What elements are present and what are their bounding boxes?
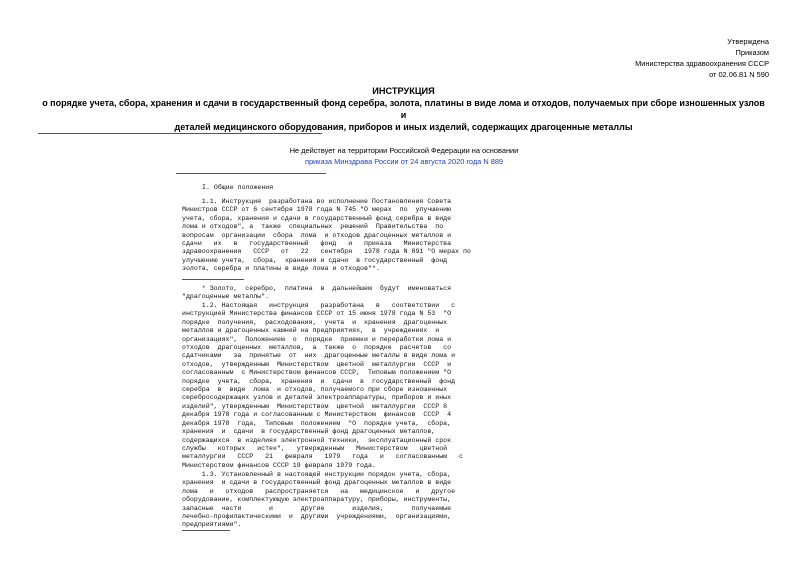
para2-line: порядке учета, сбора, хранения и сдачи в государственный фонд bbox=[182, 377, 456, 385]
para1-line: сдачи их в государственный фонд и приказа Министерства bbox=[182, 240, 452, 248]
para3-line: оборудование, комплектующую электроаппаратуру, приборы, инструменты, bbox=[182, 496, 452, 504]
para1-line: золота, серебра и платины в виде лома и отходов"*. bbox=[182, 265, 380, 273]
approval-stamp bbox=[635, 36, 769, 80]
divider-top bbox=[38, 133, 322, 134]
para2-line: согласованным с Министерством финансов СССР, Типовым положением "О bbox=[182, 369, 452, 377]
para3-line: предприятиями". bbox=[182, 521, 242, 529]
para1-line: здравоохранения СССР от 22 сентября 1978 года N 891 "О мерах по bbox=[182, 248, 471, 256]
para2-line: организациях", Положением о порядке приемки и переработки лома и bbox=[182, 335, 452, 343]
approval-line-2: Приказом bbox=[735, 48, 769, 57]
para1-line: учета, сбора, хранения и сдачи в государственный фонд серебра в виде bbox=[182, 214, 452, 222]
para1-line: вопросам организации сбора лома и отходов драгоценных металлов и bbox=[182, 231, 452, 239]
para2-line: отходов, утвержденным Министерством цветной металлургии СССР и bbox=[182, 360, 452, 368]
para2-line: серебросодержащих узлов и деталей электроаппаратуры, приборов и иных bbox=[182, 394, 452, 402]
paragraph-1-1 bbox=[182, 198, 471, 274]
para2-line: металлургии СССР 21 февраля 1979 года и согласованным с bbox=[182, 453, 463, 461]
para2-line: отходов драгоценных металлов, а также о порядке расчетов со bbox=[182, 344, 452, 352]
para2-line: порядке получения, расходования, учета и хранения драгоценных bbox=[182, 318, 448, 326]
para2-line: службы которых истек", утвержденным Министерством цветной bbox=[182, 444, 448, 452]
para3-line: запасные части и другие изделия, получаемые bbox=[182, 504, 452, 512]
validity-notice-text: Не действует на территории Российской Федерации на основании bbox=[289, 146, 519, 155]
divider-bottom bbox=[182, 530, 230, 531]
para2-line: сдатчиками за принятые от них драгоценные металлы в виде лома и bbox=[182, 352, 456, 360]
para2-line: декабря 1978 года, Типовым положением "О порядке учета, сбора, bbox=[182, 419, 452, 427]
document-subtitle-line-1: о порядке учета, сбора, хранения и сдачи в государственный фонд серебра, золота, платины в виде лома и отходов, получаемых при сборе изношенных узлов и bbox=[42, 98, 765, 120]
para2-line: декабря 1978 года и согласованным с Министерством финансов СССР 4 bbox=[182, 411, 452, 419]
section-heading: I. Общие положения bbox=[202, 184, 274, 191]
document-title-block bbox=[40, 86, 767, 133]
para2-line: инструкцией Министерства финансов СССР от 15 июня 1978 года N 53 "О bbox=[182, 310, 452, 318]
para2-line: серебра в виде лома и отходов, получаемого при сборе изношенных bbox=[182, 386, 448, 394]
footnote-divider bbox=[182, 279, 244, 280]
para3-line: лома и отходов распространяется на медицинское и другое bbox=[182, 487, 456, 495]
footnote bbox=[182, 285, 451, 302]
paragraph-1-2 bbox=[182, 302, 463, 470]
para3-line: лечебно-профилактическими и другими учреждениями, организациями, bbox=[182, 513, 452, 521]
para2-line: 1.2. Настоящая инструкция разработана в соответствии с bbox=[182, 302, 456, 309]
document-subtitle-line-2: деталей медицинского оборудования, приборов и иных изделий, содержащих драгоценные металлы bbox=[174, 122, 633, 132]
approval-line-4: от 02.06.81 N 590 bbox=[709, 70, 769, 79]
validity-notice-link[interactable]: приказа Минздрава России от 24 августа 2020 года N 889 bbox=[304, 157, 504, 166]
para3-line: 1.3. Установленный в настоящей инструкции порядок учета, сбора, bbox=[182, 471, 452, 478]
para2-line: Министерством финансов СССР 19 февраля 1979 года. bbox=[182, 461, 376, 469]
para2-line: содержащихся в изделиях электронной техники, эксплуатационный срок bbox=[182, 436, 452, 444]
para2-line: металлов и драгоценных камней на предприятиях, в учреждениях и bbox=[182, 327, 440, 335]
footnote-line: "драгоценные металлы". bbox=[182, 293, 270, 301]
footnote-line: * Золото, серебро, платина в дальнейшем будут именоваться bbox=[182, 285, 452, 292]
para3-line: хранения и сдачи в государственный фонд драгоценных металлов в виде bbox=[182, 479, 452, 487]
para2-line: изделий", утвержденным Министерством цветной металлургии СССР 8 bbox=[182, 402, 448, 410]
para1-line: улучшению учета, сбора, хранения и сдачи в государственный фонд bbox=[182, 256, 448, 264]
validity-notice bbox=[240, 145, 568, 167]
para1-line: лома и отходов", а также специальных решений Правительства по bbox=[182, 223, 444, 231]
divider-notice bbox=[176, 173, 326, 174]
document-title: ИНСТРУКЦИЯ bbox=[372, 86, 435, 96]
para1-line: Министров СССР от 6 сентября 1978 года N 745 "О мерах по улучшению bbox=[182, 206, 452, 214]
approval-line-3: Министерства здравоохранения СССР bbox=[635, 59, 769, 68]
approval-line-1: Утверждена bbox=[727, 37, 769, 46]
paragraph-1-3 bbox=[182, 471, 455, 530]
para2-line: хранения и сдачи в государственный фонд драгоценных металлов, bbox=[182, 428, 436, 436]
para1-line: 1.1. Инструкция разработана во исполнение Постановления Совета bbox=[182, 198, 452, 205]
